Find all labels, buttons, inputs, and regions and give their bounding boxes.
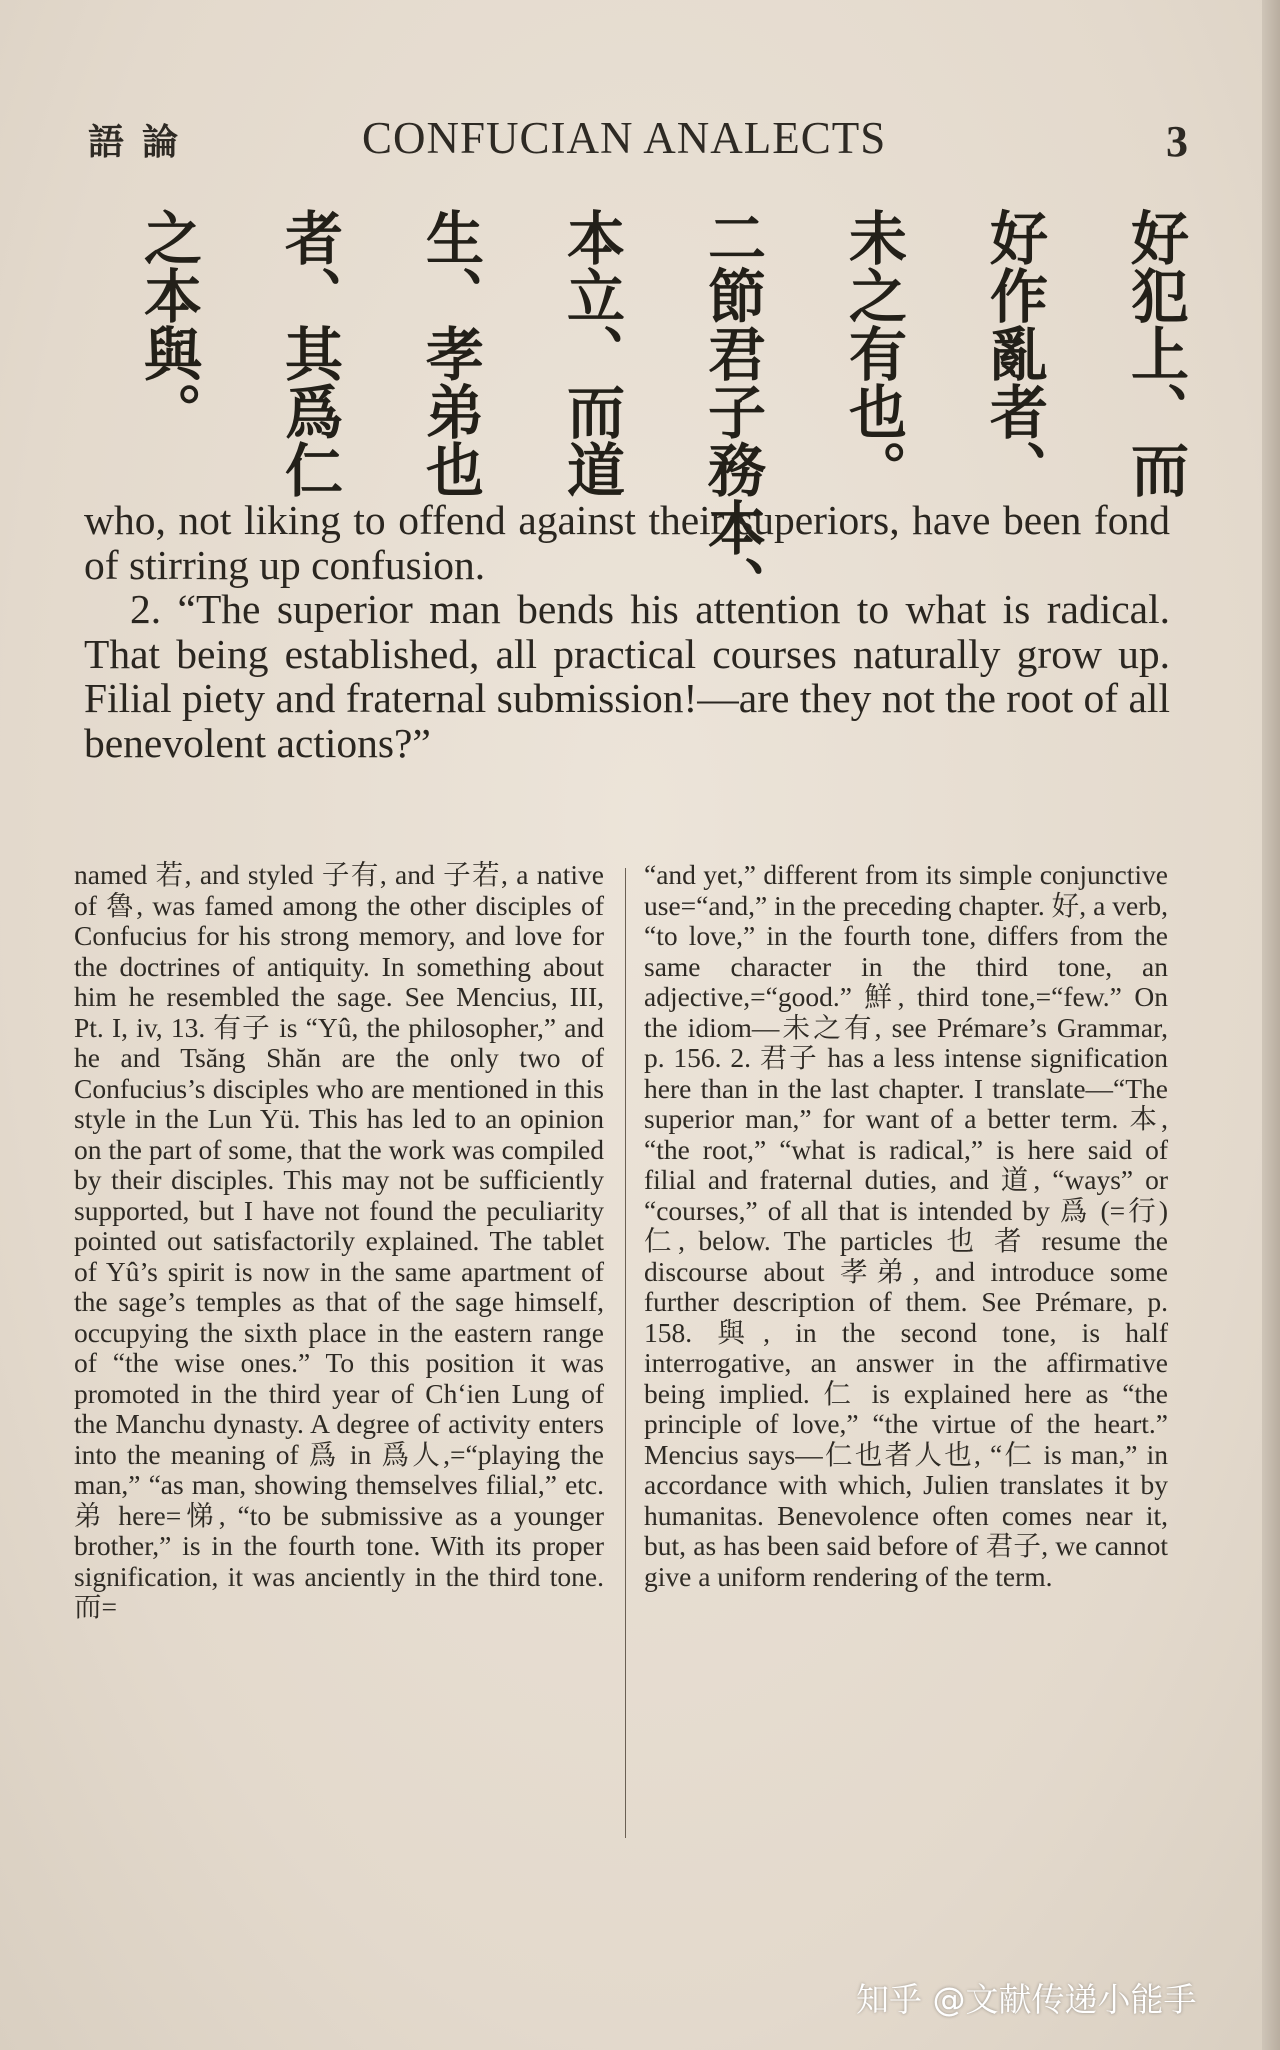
english-translation xyxy=(84,498,1170,765)
translation-paragraph: 2. “The superior man bends his attention to what is radical. That being established, all practical courses naturally grow up. Filial piety and fraternal submission!—are they not the root of all benevolent actions?” xyxy=(84,586,1170,766)
watermark: 知乎 @文献传递小能手 xyxy=(856,1980,1197,2019)
chinese-column: 之本與。 xyxy=(134,208,202,440)
column-divider xyxy=(625,868,626,1838)
notes-right-column: “and yet,” different from its simple conjunctive use=“and,” in the preceding chapter. 好, a verb, “to love,” in the fourth tone, differs from the same character in the third tone, an adjective,=“good.” 鮮, third tone,=“few.” On the idiom—未之有, see Prémare’s Grammar, p. 156. 2. 君子 has a less intense signification here than in the last chapter. I translate—“The superior man,” for want of a better term. 本, “the root,” “what is radical,” is here said of filial and fraternal duties, and 道, “ways” or “courses,” of all that is intended by 爲 (=行) 仁, below. The particles 也 者 resume the discourse about 孝弟, and introduce some further description of them. See Prémare, p. 158. 與, in the second tone, is half interrogative, an answer in the affirmative being implied. 仁 is explained here as “the principle of love,” “the virtue of the heart.” Mencius says—仁也者人也, “仁 is man,” in accordance with which, Julien translates it by humanitas. Benevolence often comes near it, but, as has been said before of 君子, we cannot give a uniform rendering of the term. xyxy=(644,859,1168,1592)
notes-left-column: named 若, and styled 子有, and 子若, a native of 魯, was famed among the other disciples of Confucius for his strong memory, and love for the doctrines of antiquity. In something about him he resembled the sage. See Mencius, III, Pt. I, iv, 13. 有子 is “Yû, the philosopher,” and he and Tsăng Shăn are the only two of Confucius’s disciples who are mentioned in this style in the Lun Yü. This has led to an opinion on the part of some, that the work was compiled by their disciples. This may not be sufficiently supported, but I have not found the peculiarity pointed out satisfactorily explained. The tablet of Yû’s spirit is now in the same apartment of the sage’s temples as that of the sage himself, occupying the sixth place in the eastern range of “the wise ones.” To this position it was promoted in the third year of Ch‘ien Lung of the Manchu dynasty. A degree of activity enters into the meaning of 爲 in 爲人,=“playing the man,” “as man, showing themselves filial,” etc. 弟 here=悌, “to be submissive as a younger brother,” is in the fourth tone. With its proper signification, it was anciently in the third tone. 而= xyxy=(74,859,605,1622)
header-title: CONFUCIAN ANALECTS xyxy=(362,113,887,163)
chinese-column: 本立、而道 xyxy=(557,208,625,498)
chinese-column: 二節君子務本、 xyxy=(698,208,766,614)
chinese-column: 未之有也。 xyxy=(839,208,907,498)
chinese-column: 者、其爲仁 xyxy=(275,208,343,498)
chinese-column: 好作亂者、 xyxy=(980,208,1048,498)
chinese-column: 生、孝弟也 xyxy=(416,208,484,498)
page-number: 3 xyxy=(1166,117,1188,166)
translation-paragraph: who, not liking to offend against their superiors, have been fond of stirring up confusion. xyxy=(84,497,1170,588)
running-header xyxy=(88,108,1188,168)
header-chinese-title: 語論 xyxy=(88,122,197,163)
chinese-column: 好犯上、而 xyxy=(1121,208,1189,498)
